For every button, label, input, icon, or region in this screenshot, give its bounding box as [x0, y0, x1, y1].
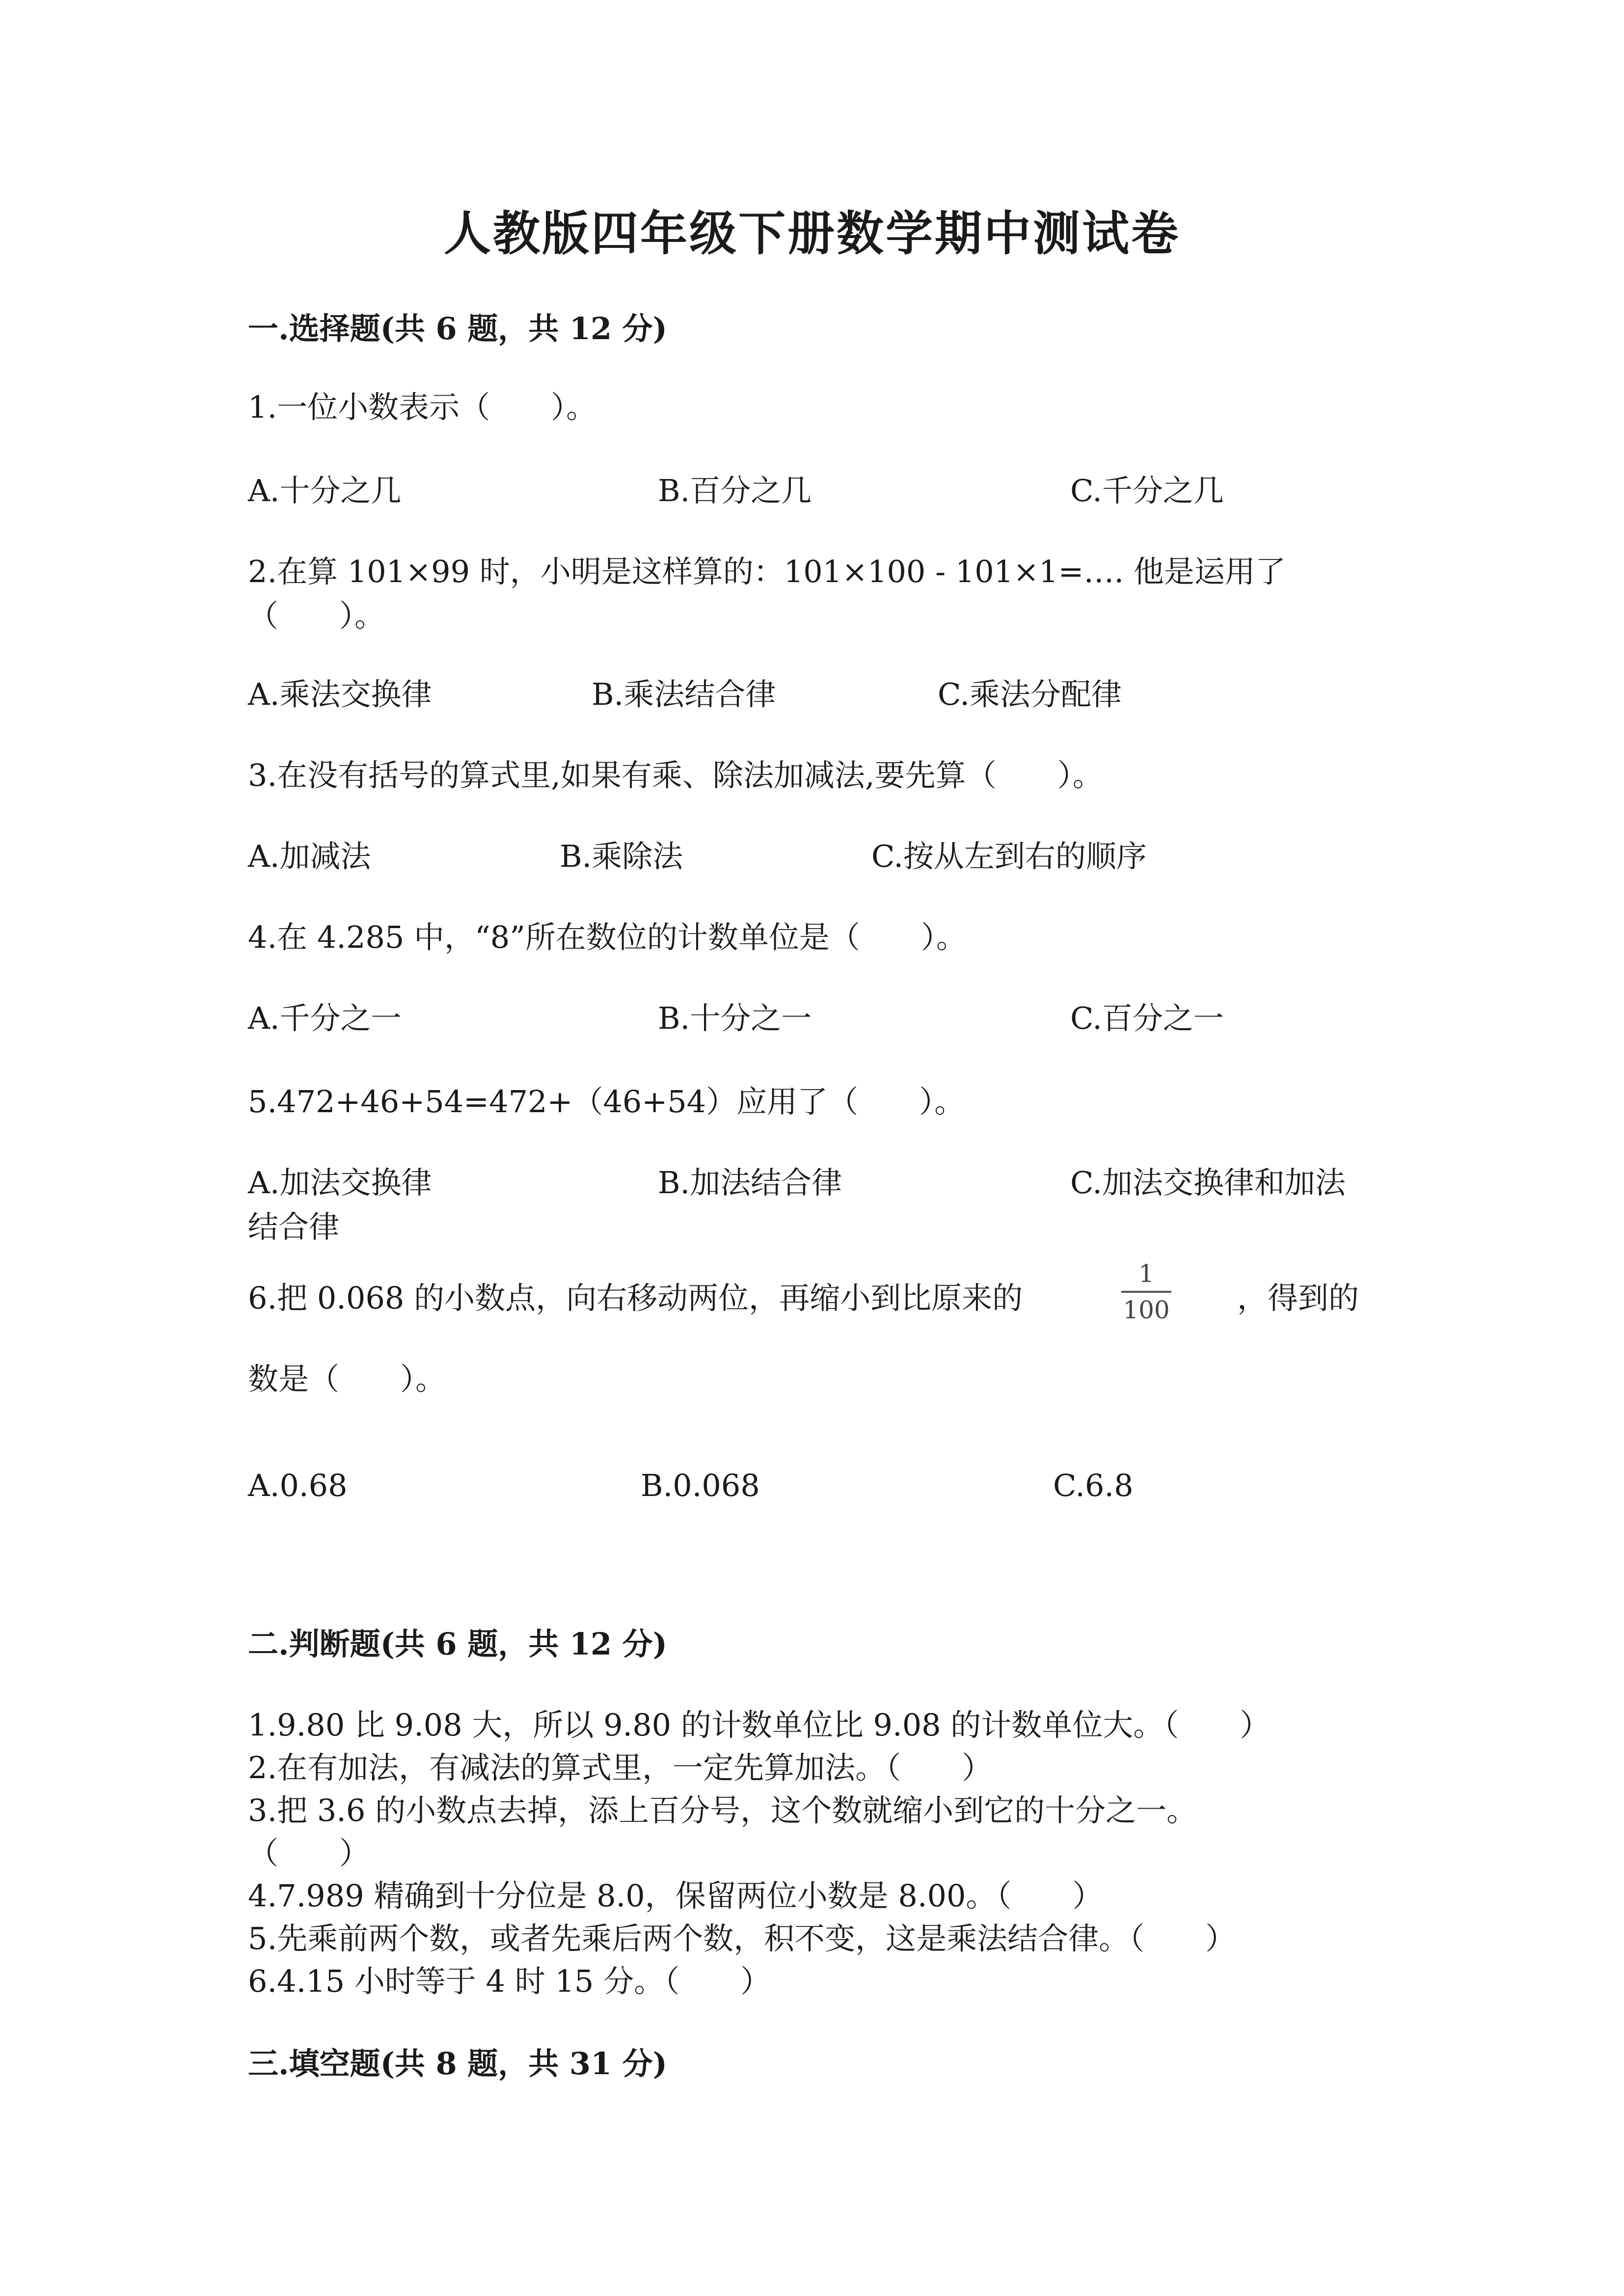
- question-3-option-b: B.乘除法: [560, 838, 683, 874]
- judge-item-continuation: （ ）: [248, 1835, 370, 1871]
- question-2-option-b: B.乘法结合律: [592, 676, 776, 712]
- question-6: 6.把 0.068 的小数点，向右移动两位，再缩小到比原来的: [248, 1280, 1023, 1316]
- question-6-line-1-end: ，得到的: [1237, 1280, 1359, 1316]
- question-1: 1.一位小数表示（ ）。: [248, 389, 597, 425]
- question-1-option-c: C.千分之几: [1070, 473, 1224, 508]
- question-5-option-a: A.加法交换律: [248, 1165, 432, 1201]
- question-2: 2.在算 101×99 时，小明是这样算的：101×100 - 101×1=…. 他是运用了: [248, 554, 1286, 589]
- question-3-option-a: A.加减法: [248, 838, 371, 874]
- judge-item: 5.先乘前两个数，或者先乘后两个数，积不变，这是乘法结合律。（ ）: [248, 1921, 1236, 1956]
- section-heading-fill: 三.填空题(共 8 题，共 31 分): [248, 2046, 668, 2082]
- judge-item: 4.7.989 精确到十分位是 8.0，保留两位小数是 8.00。（ ）: [248, 1878, 1103, 1914]
- question-5-option-b: B.加法结合律: [658, 1165, 842, 1201]
- fraction-denominator: 100: [1123, 1296, 1170, 1324]
- question-2-line-2: （ ）。: [248, 598, 385, 634]
- question-4-option-a: A.千分之一: [248, 1000, 402, 1036]
- section-heading-choice: 一.选择题(共 6 题，共 12 分): [248, 311, 668, 347]
- fraction-numerator: 1: [1138, 1259, 1154, 1288]
- question-3: 3.在没有括号的算式里,如果有乘、除法加减法,要先算（ ）。: [248, 757, 1103, 793]
- question-4: 4.在 4.285 中，“8”所在数位的计数单位是（ ）。: [248, 919, 967, 955]
- question-1-option-a: A.十分之几: [248, 473, 402, 508]
- page-title: 人教版四年级下册数学期中测试卷: [444, 206, 1180, 261]
- question-5-option-c: C.加法交换律和加法: [1070, 1165, 1346, 1201]
- question-6-line-2: 数是（ ）。: [248, 1361, 446, 1397]
- fraction-one-hundredth: [1119, 1261, 1173, 1322]
- question-3-option-c: C.按从左到右的顺序: [871, 838, 1147, 874]
- judge-item: 6.4.15 小时等于 4 时 15 分。（ ）: [248, 1963, 771, 1999]
- question-2-option-c: C.乘法分配律: [938, 676, 1122, 712]
- judge-item: 1.9.80 比 9.08 大，所以 9.80 的计数单位比 9.08 的计数单位大。（ ）: [248, 1707, 1271, 1743]
- judge-item: 2.在有加法，有减法的算式里，一定先算加法。（ ）: [248, 1750, 993, 1786]
- question-5-option-c-line-2: 结合律: [248, 1209, 340, 1245]
- question-4-option-c: C.百分之一: [1070, 1000, 1224, 1036]
- question-1-option-b: B.百分之几: [658, 473, 812, 508]
- question-6-option-b: B.0.068: [641, 1468, 760, 1503]
- judge-item: 3.把 3.6 的小数点去掉，添上百分号，这个数就缩小到它的十分之一。: [248, 1792, 1197, 1828]
- question-4-option-b: B.十分之一: [658, 1000, 812, 1036]
- question-2-option-a: A.乘法交换律: [248, 676, 432, 712]
- question-6-option-c: C.6.8: [1053, 1468, 1134, 1503]
- question-6-option-a: A.0.68: [248, 1468, 348, 1503]
- section-heading-judge: 二.判断题(共 6 题，共 12 分): [248, 1626, 668, 1662]
- question-5: 5.472+46+54=472+（46+54）应用了（ ）。: [248, 1084, 965, 1120]
